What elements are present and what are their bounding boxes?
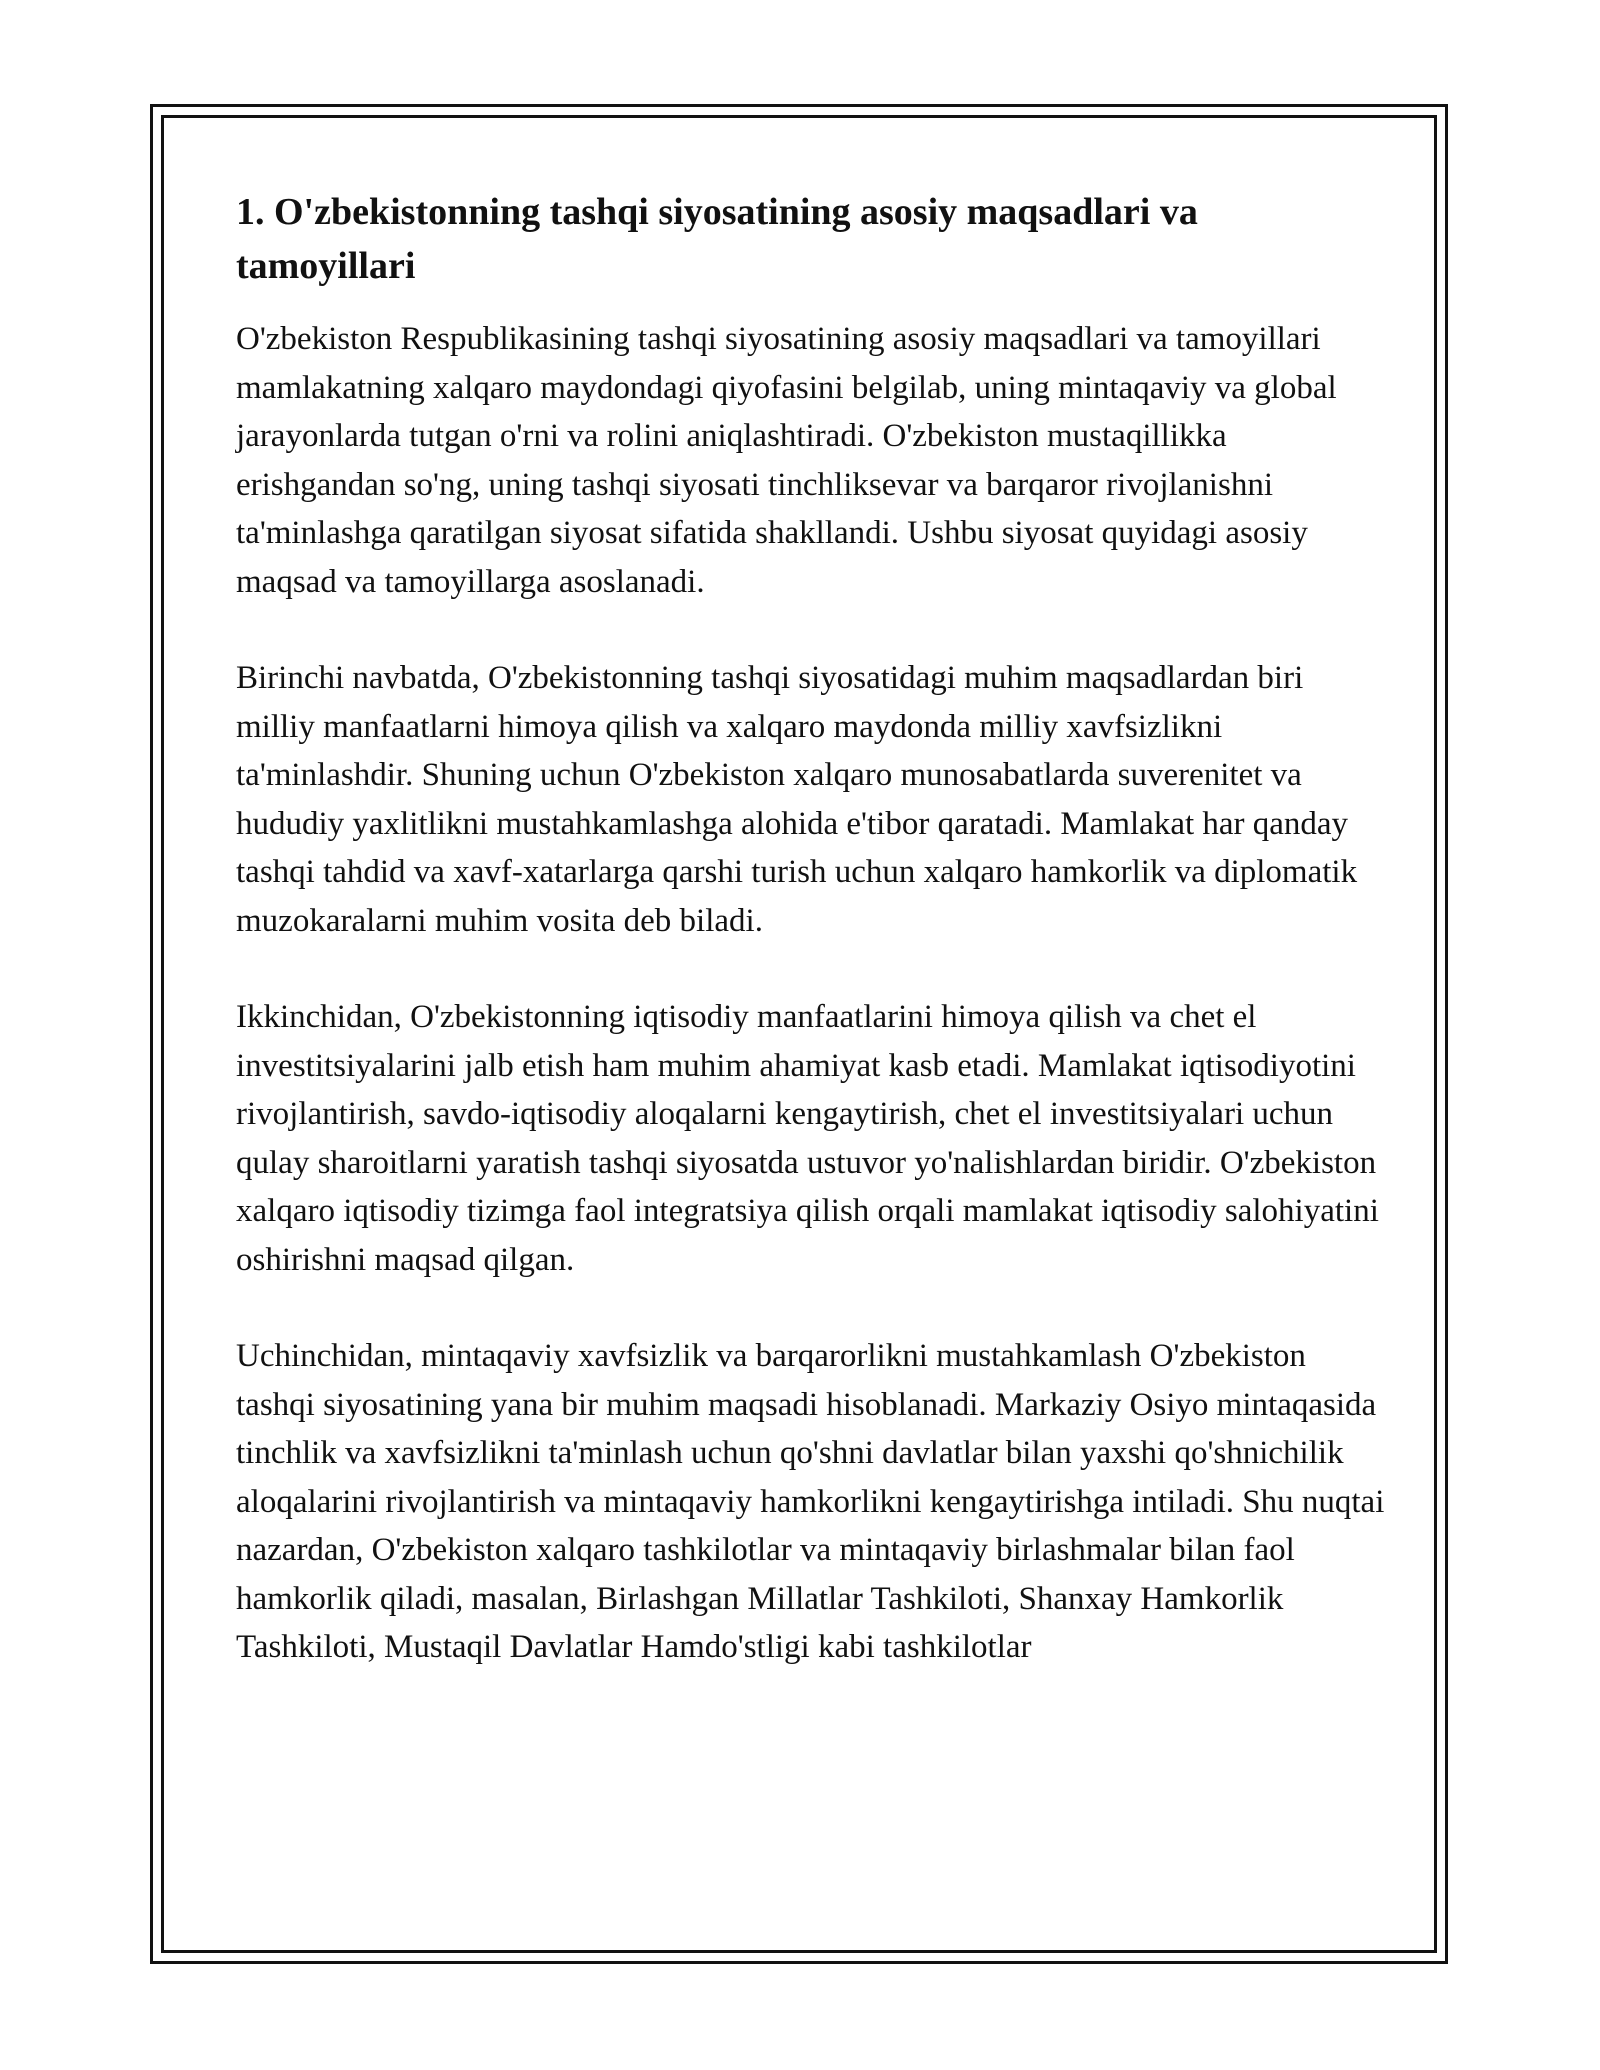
section-title: 1. O'zbekistonning tashqi siyosatining asosiy maqsadlari va tamoyillari xyxy=(236,191,1198,287)
paragraph-2: Birinchi navbatda, O'zbekistonning tashqi siyosatidagi muhim maqsadlardan biri milliy manfaatlarni himoya qilish va xalqaro maydonda milliy xavfsizlikni ta'minlashdir. Shuning uchun O'zbekiston xalqaro munosabatlarda suverenitet va hududiy yaxlitlikni mustahkamlashga alohida e'tibor qaratadi. Mamlakat har qanday tashqi tahdid va xavf-xatarlarga qarshi turish uchun xalqaro hamkorlik va diplomatik muzokaralarni muhim vosita deb biladi. xyxy=(236,660,1358,939)
paragraph-3: Ikkinchidan, O'zbekistonning iqtisodiy manfaatlarini himoya qilish va chet el investitsiyalarini jalb etish ham muhim ahamiyat kasb etadi. Mamlakat iqtisodiyotini rivojlantirish, savdo-iqtisodiy aloqalarni kengaytirish, chet el investitsiyalari uchun qulay sharoitlarni yaratish tashqi siyosatda ustuvor yo'nalishlardan biridir. O'zbekiston xalqaro iqtisodiy tizimga faol integratsiya qilish orqali mamlakat iqtisodiy salohiyatini oshirishni maqsad qilgan. xyxy=(236,999,1379,1278)
paragraph-4: Uchinchidan, mintaqaviy xavfsizlik va barqarorlikni mustahkamlash O'zbekiston tashqi siyosatining yana bir muhim maqsadi hisoblanadi. Markaziy Osiyo mintaqasida tinchlik va xavfsizlikni ta'minlash uchun qo'shni davlatlar bilan yaxshi qo'shnichilik aloqalarini rivojlantirish va mintaqaviy hamkorlikni kengaytirishga intiladi. Shu nuqtai nazardan, O'zbekiston xalqaro tashkilotlar va mintaqaviy birlashmalar bilan faol hamkorlik qiladi, masalan, Birlashgan Millatlar Tashkiloti, Shanxay Hamkorlik Tashkiloti, Mustaqil Davlatlar Hamdo'stligi kabi tashkilotlar xyxy=(236,1338,1385,1665)
paragraph-1: O'zbekiston Respublikasining tashqi siyosatining asosiy maqsadlari va tamoyillari mamlakatning xalqaro maydondagi qiyofasini belgilab, uning mintaqaviy va global jarayonlarda tutgan o'rni va rolini aniqlashtiradi. O'zbekiston mustaqillikka erishgandan so'ng, uning tashqi siyosati tinchliksevar va barqaror rivojlanishni ta'minlashga qaratilgan siyosat sifatida shakllandi. Ushbu siyosat quyidagi asosiy maqsad va tamoyillarga asoslanadi. xyxy=(236,321,1337,600)
document-body xyxy=(236,185,1386,1720)
